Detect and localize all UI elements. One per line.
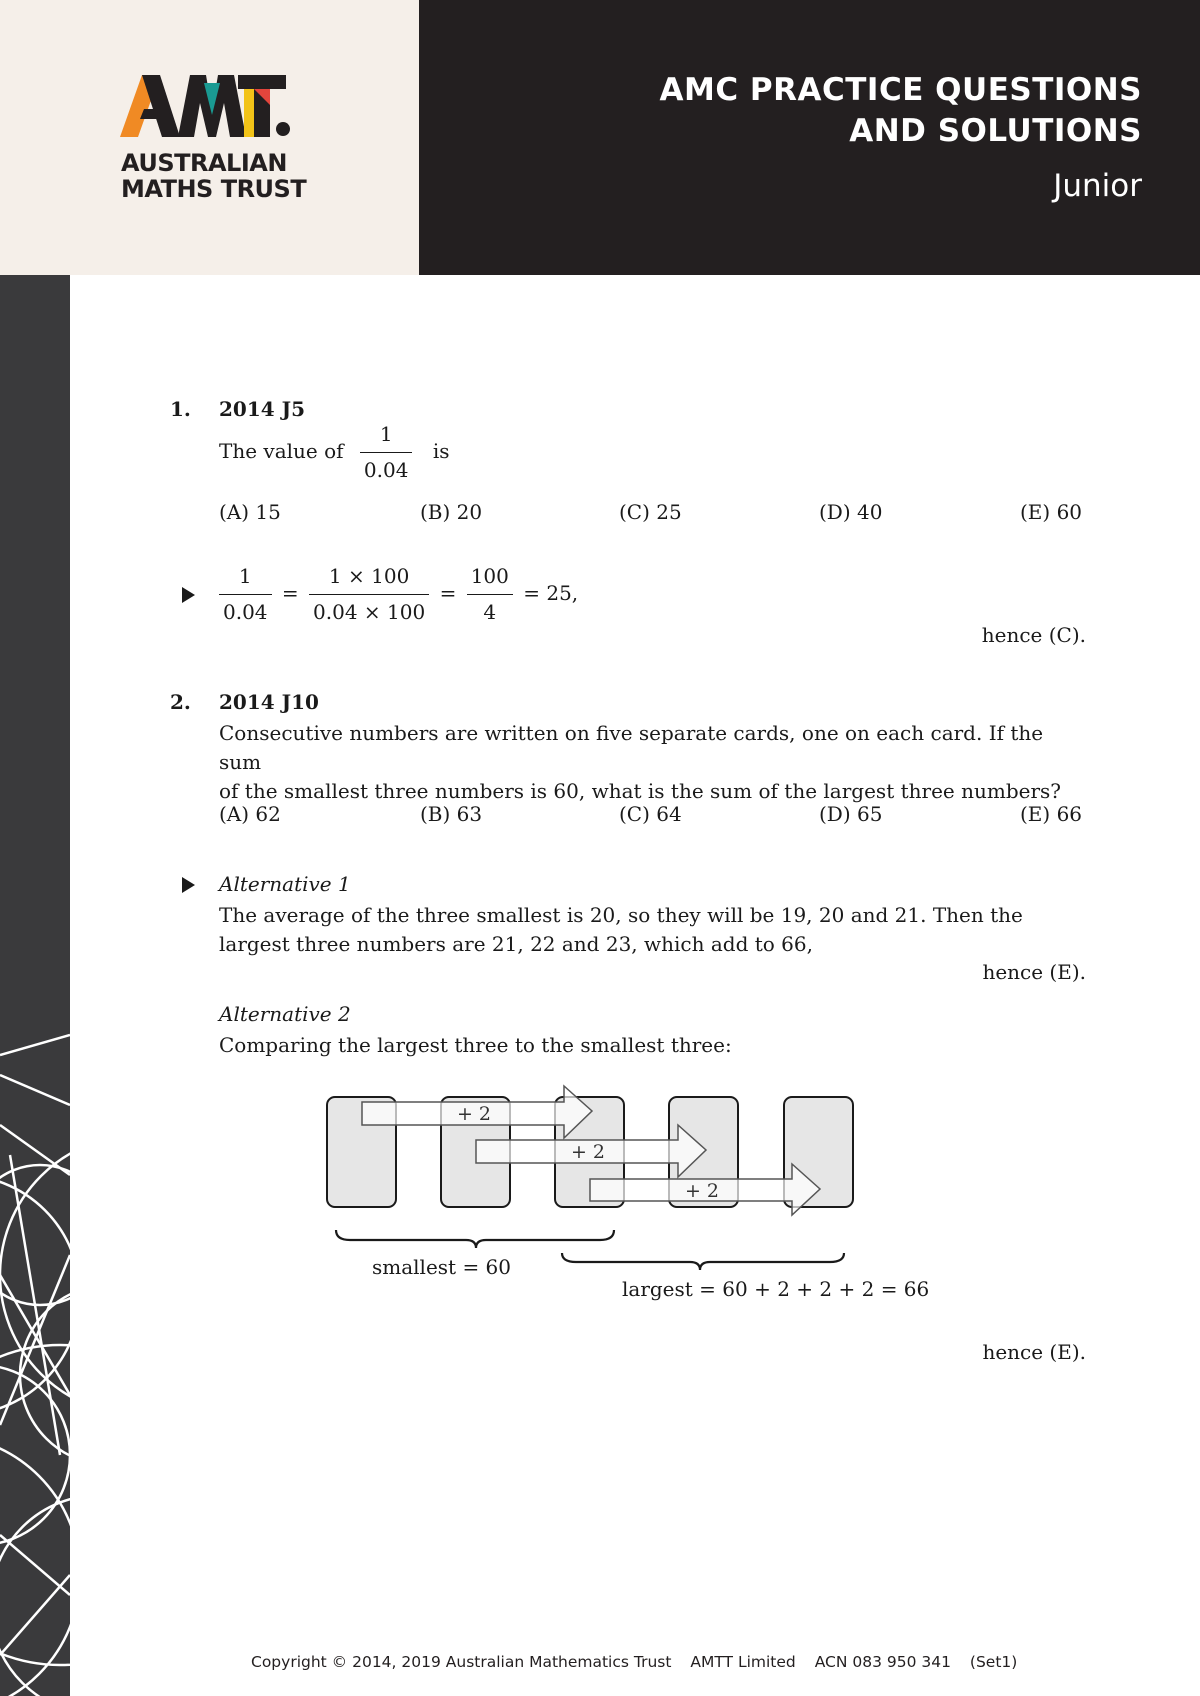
- question-1-answer: hence (C).: [981, 623, 1086, 647]
- question-2-prompt: [219, 719, 1086, 806]
- fraction-numerator: 1: [360, 420, 413, 453]
- question-1-option-a: (A) 15: [219, 500, 281, 524]
- question-1-option-e: (E) 60: [1020, 500, 1083, 524]
- amt-logo-icon: [120, 75, 290, 137]
- solution-fraction-2: [309, 562, 429, 627]
- page-subtitle: Junior: [1053, 168, 1142, 204]
- logo-text-line2: MATHS TRUST: [121, 175, 307, 203]
- footer-company: AMTT Limited: [690, 1653, 796, 1671]
- arrow-label-3: + 2: [684, 1180, 720, 1202]
- question-1-option-d: (D) 40: [819, 500, 883, 524]
- title-panel: [419, 0, 1200, 275]
- decorative-sidebar: [0, 275, 70, 1696]
- page-title-line2: AND SOLUTIONS: [849, 113, 1142, 149]
- smallest-label: smallest = 60: [372, 1255, 512, 1279]
- largest-label: largest = 60 + 2 + 2 + 2 = 66: [622, 1277, 930, 1301]
- footer-copyright: Copyright © 2014, 2019 Australian Mathematics Trust: [251, 1653, 672, 1671]
- alternative-1-line1: The average of the three smallest is 20, so they will be 19, 20 and 21. Then the: [219, 903, 1023, 927]
- fraction-denominator: 0.04: [223, 600, 268, 624]
- question-1-prompt-pre: The value of: [219, 439, 344, 463]
- question-2-option-c: (C) 64: [619, 802, 682, 826]
- solution-arrow-icon: [182, 587, 195, 603]
- alternative-2-answer: hence (E).: [982, 1340, 1086, 1364]
- question-1-option-b: (B) 20: [420, 500, 483, 524]
- question-1-prompt-post: is: [432, 439, 450, 463]
- question-2-prompt-line2: of the smallest three numbers is 60, what is the sum of the largest three numbers?: [219, 779, 1062, 803]
- question-2-prompt-line1: Consecutive numbers are written on five separate cards, one on each card. If the sum: [219, 721, 1044, 774]
- question-2-option-d: (D) 65: [819, 802, 883, 826]
- solution-arrow-icon: [182, 877, 195, 893]
- page-title: [660, 70, 1142, 152]
- question-2-option-b: (B) 63: [420, 802, 483, 826]
- cards-diagram: [300, 1080, 940, 1310]
- footer: [251, 1653, 1031, 1671]
- arrow-label-2: + 2: [570, 1141, 606, 1163]
- question-1-solution: [219, 562, 578, 627]
- question-2-option-e: (E) 66: [1020, 802, 1083, 826]
- equals-sign: =: [281, 581, 299, 605]
- fraction-numerator: 100: [467, 562, 513, 595]
- alternative-2-title: Alternative 2: [219, 1002, 351, 1026]
- arrow-label-1: + 2: [456, 1103, 492, 1125]
- alternative-2-text: Comparing the largest three to the smallest three:: [219, 1033, 732, 1057]
- logo-text-line1: AUSTRALIAN: [121, 149, 287, 177]
- decorative-circles-icon: [0, 275, 70, 1696]
- solution-result: = 25,: [523, 581, 579, 605]
- fraction-denominator: 0.04: [363, 458, 409, 482]
- question-1-source: 2014 J5: [219, 397, 306, 421]
- solution-fraction-3: [467, 562, 513, 627]
- question-1-prompt: [219, 420, 449, 485]
- question-2-option-a: (A) 62: [219, 802, 281, 826]
- largest-brace-icon: [562, 1253, 844, 1270]
- alternative-1-text: [219, 901, 1086, 959]
- equals-sign: =: [439, 581, 457, 605]
- question-1-option-c: (C) 25: [619, 500, 682, 524]
- footer-acn: ACN 083 950 341: [814, 1653, 951, 1671]
- alternative-1-title: Alternative 1: [219, 872, 351, 896]
- question-2-source: 2014 J10: [219, 690, 319, 714]
- logo-panel: [0, 0, 419, 275]
- smallest-brace-icon: [336, 1230, 614, 1248]
- question-1-number: 1.: [170, 397, 191, 421]
- question-1-fraction: [360, 420, 413, 485]
- fraction-denominator: 4: [483, 600, 497, 624]
- question-2-number: 2.: [170, 690, 191, 714]
- logo-text: [121, 150, 306, 202]
- fraction-numerator: 1 × 100: [309, 562, 429, 595]
- page-title-line1: AMC PRACTICE QUESTIONS: [659, 72, 1142, 108]
- fraction-numerator: 1: [219, 562, 272, 595]
- alternative-1-answer: hence (E).: [982, 960, 1086, 984]
- solution-fraction-1: [219, 562, 272, 627]
- fraction-denominator: 0.04 × 100: [313, 600, 426, 624]
- footer-set: (Set1): [969, 1653, 1018, 1671]
- alternative-1-line2: largest three numbers are 21, 22 and 23, which add to 66,: [219, 932, 813, 956]
